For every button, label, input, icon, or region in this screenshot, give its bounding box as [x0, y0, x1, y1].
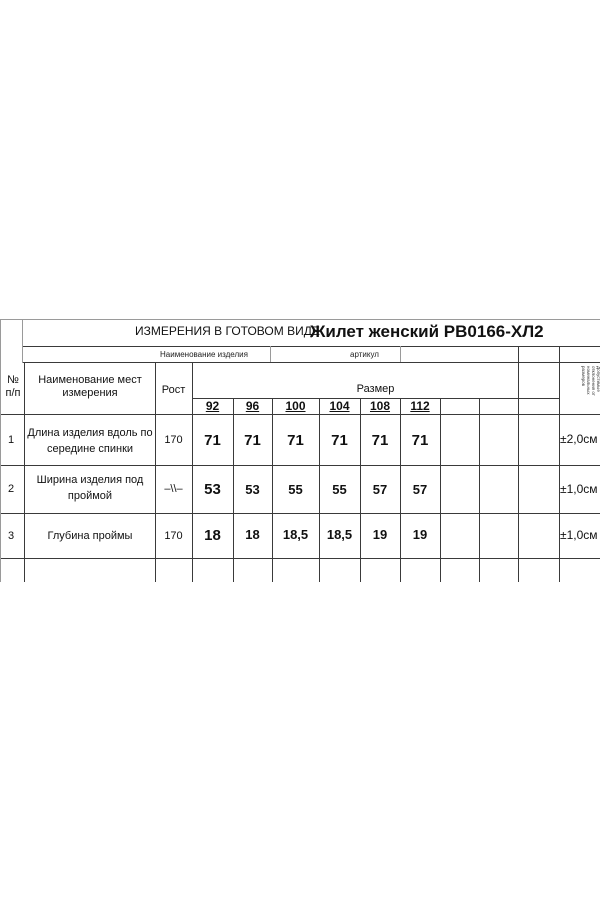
row-1-value-104: 71 — [331, 432, 348, 449]
row-3-value-104: 18,5 — [326, 527, 353, 542]
size-label-112: 112 — [410, 399, 430, 413]
row-2-value-108: 57 — [372, 482, 388, 497]
subtitle-divider-2 — [400, 346, 401, 362]
measurements-label: ИЗМЕРЕНИЯ В ГОТОВОМ ВИДЕ — [135, 324, 320, 338]
row-1-value-108: 71 — [371, 432, 389, 449]
row-3-value-100: 18,5 — [282, 527, 309, 542]
header-bottom-line — [0, 414, 600, 415]
row-2-value-112: 57 — [412, 482, 428, 497]
row-1-bottom-line — [0, 465, 600, 466]
row-2-value-100: 55 — [288, 482, 303, 497]
row-2-bottom-line — [0, 513, 600, 514]
name-header: Наименование мест измерения — [38, 374, 142, 399]
row-3-name-line1: Глубина проймы — [47, 530, 133, 542]
size-label-96: 96 — [245, 399, 260, 413]
title-left-line — [22, 319, 23, 363]
size-label-104: 104 — [329, 399, 350, 413]
row-3-tolerance: ±1,0см — [560, 528, 598, 542]
tolerance-header: Допустимые отклонения от номинальных размеров — [581, 366, 601, 396]
height-header: Рост — [161, 384, 186, 396]
row-1-value-92: 71 — [204, 432, 221, 449]
row-3-value-108: 19 — [372, 527, 388, 542]
row-1-value-112: 71 — [411, 432, 429, 449]
row-1-height: 170 — [164, 434, 183, 446]
row-1-name-line1: Длина изделия вдоль по — [27, 427, 153, 439]
row-3-value-96: 18 — [245, 527, 260, 542]
row-2-name-line2: проймой — [67, 490, 113, 502]
table-top-border — [0, 319, 600, 320]
tolerance-column-line — [559, 346, 560, 582]
row-2-height: –\\– — [164, 483, 183, 495]
row-2-value-96: 53 — [245, 482, 260, 497]
row-2-value-104: 55 — [332, 482, 347, 497]
product-name-label: Наименование изделия — [160, 350, 248, 359]
subtitle-divider-1 — [270, 346, 271, 362]
row-3-height: 170 — [164, 530, 183, 542]
row-1-tolerance: ±2,0см — [560, 432, 598, 446]
row-2-tolerance: ±1,0см — [560, 482, 598, 496]
title-row-bottom-line — [22, 346, 600, 347]
row-2-num: 2 — [8, 483, 15, 495]
size-label-100: 100 — [285, 399, 306, 413]
row-1-num: 1 — [8, 434, 15, 446]
row-1-value-96: 71 — [244, 432, 261, 449]
row-3-value-92: 18 — [204, 527, 221, 544]
row-2-value-92: 53 — [204, 481, 221, 498]
size-header: Размер — [356, 383, 395, 395]
article-label: артикул — [350, 350, 379, 359]
size-column-line-7 — [479, 398, 480, 582]
row-3-value-112: 19 — [412, 527, 428, 542]
size-column-line-6 — [440, 398, 441, 582]
num-header: № п/п — [5, 374, 21, 399]
left-edge-line — [0, 319, 1, 582]
size-label-108: 108 — [369, 399, 391, 413]
product-title: Жилет женский РВ0166-ХЛ2 — [310, 322, 544, 341]
size-column-line-8 — [518, 346, 519, 582]
row-3-num: 3 — [8, 530, 15, 542]
row-2-name-line1: Ширина изделия под — [36, 474, 144, 486]
size-label-92: 92 — [205, 399, 220, 413]
subtitle-row-bottom-line — [22, 362, 600, 363]
row-1-value-100: 71 — [287, 432, 304, 449]
row-3-bottom-line — [0, 558, 600, 559]
row-1-name-line2: середине спинки — [46, 443, 134, 455]
num-column-line — [24, 362, 25, 582]
